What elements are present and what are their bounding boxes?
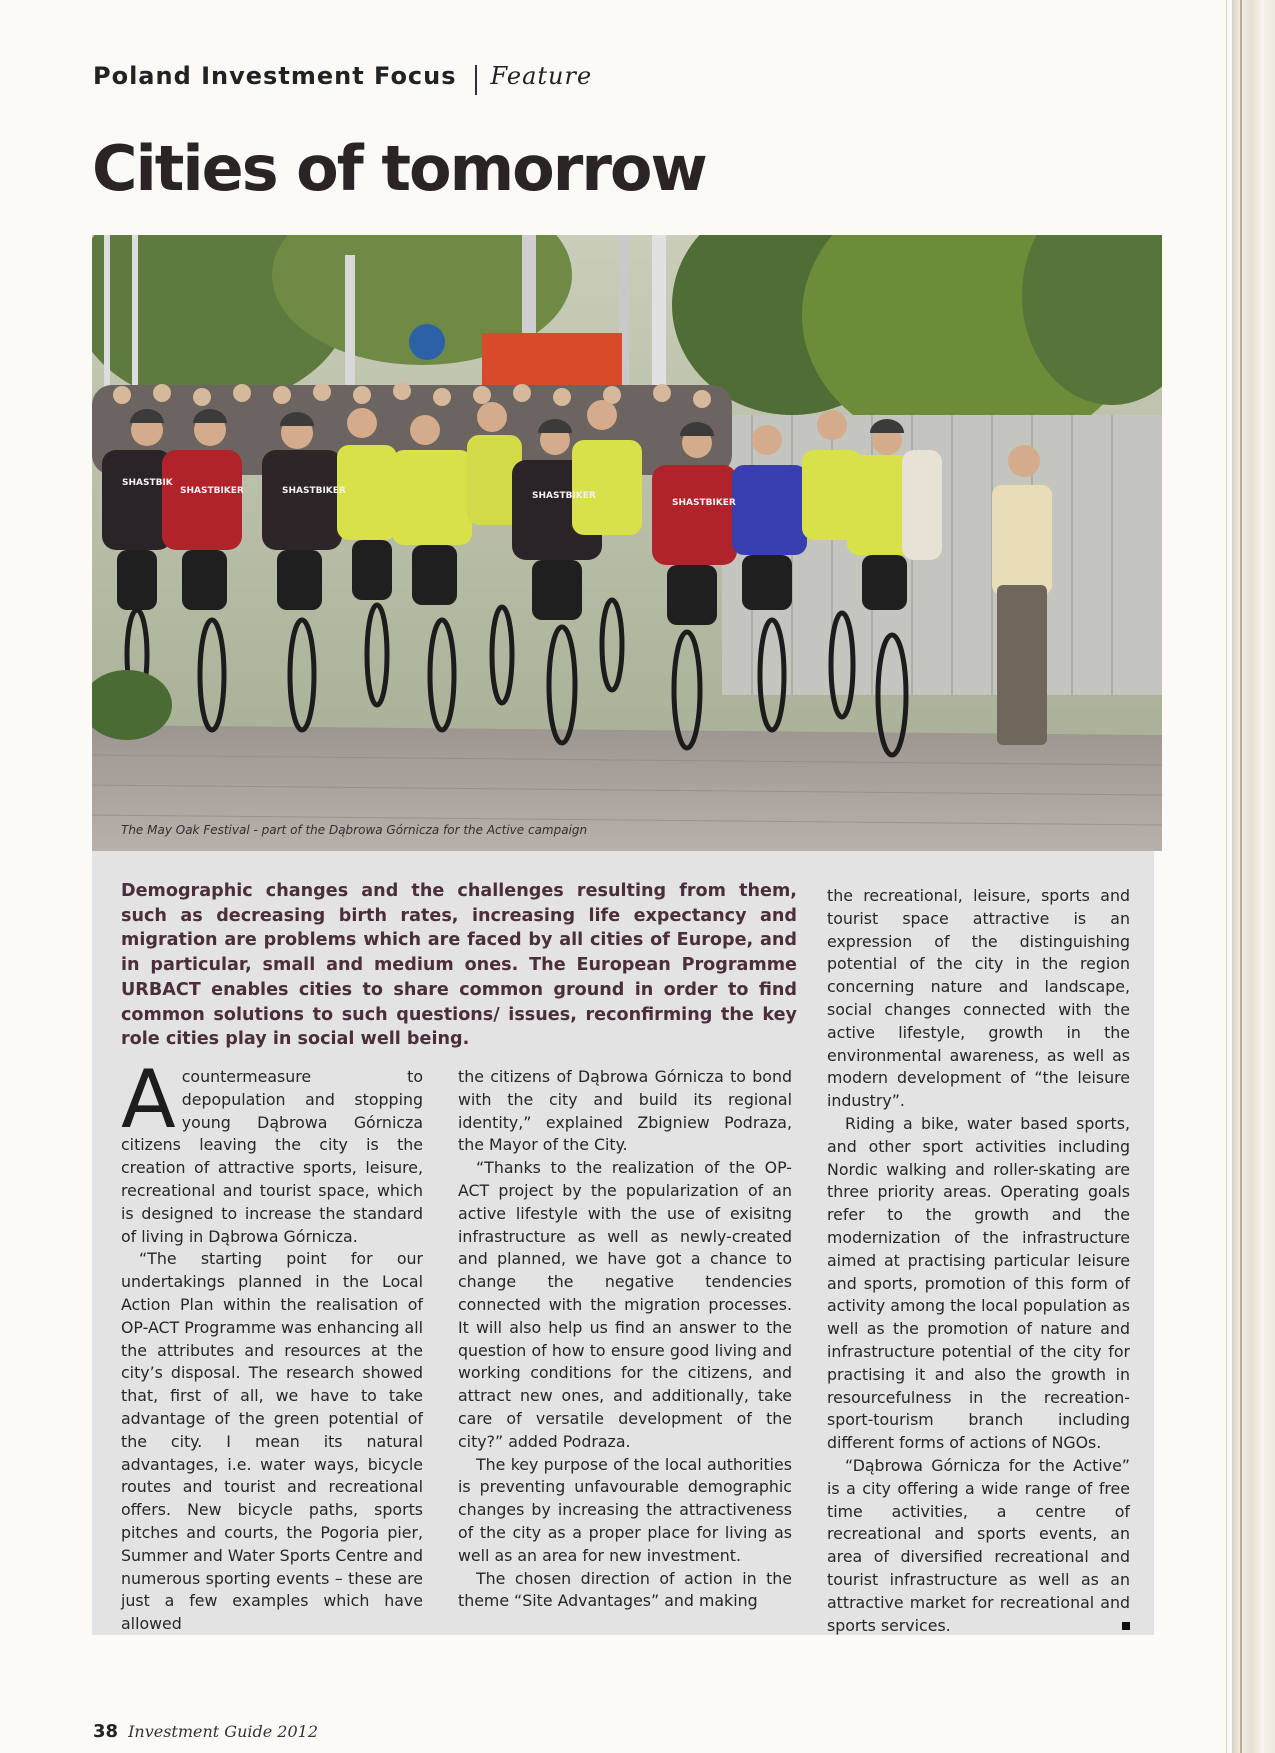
article-paragraph: The chosen direction of action in the theme “Site Advantages” and making xyxy=(458,1568,792,1611)
section-header xyxy=(93,62,592,98)
article-paragraph xyxy=(827,1455,1130,1637)
article-column-2 xyxy=(458,1066,792,1613)
binding-line xyxy=(1240,0,1242,1753)
article-paragraph: the citizens of Dąbrowa Górnicza to bond with the city and build its regional identity,” explained Zbigniew Podraza, the Mayor of the City. xyxy=(458,1067,792,1155)
article-column-3 xyxy=(827,885,1130,1637)
cyclists-photo xyxy=(92,235,1162,851)
article-paragraph: the recreational, leisure, sports and tourist space attractive is an expression of the distinguishing potential of the city in the region concerning nature and landscape, social changes connected with the active lifestyle, growth in the environmental awareness, as well as modern development of “the leisure industry”. xyxy=(827,886,1130,1111)
section-divider xyxy=(475,65,477,95)
svg-text:SHASTBIK: SHASTBIK xyxy=(122,478,173,488)
svg-text:SHASTBIKER: SHASTBIKER xyxy=(532,491,596,501)
svg-text:SHASTBIKER: SHASTBIKER xyxy=(180,486,244,496)
photo-caption: The May Oak Festival - part of the Dąbrowa Górnicza for the Active campaign xyxy=(121,823,588,837)
headline: Cities of tomorrow xyxy=(92,132,706,205)
article-paragraph: “The starting point for our undertakings planned in the Local Action Plan within the realisation of OP-ACT Programme was enhancing all the attributes and resources at the city’s disposal. The research showed that, first of all, we have to take advantage of the green potential of the city. I mean its natural advantages, i.e. water ways, bicycle routes and tourist and recreational offers. New bicycle paths, sports pitches and courts, the Pogoria pier, Summer and Water Sports Centre and numerous sporting events – these are just a few examples which have allowed xyxy=(121,1249,423,1634)
end-of-article-mark xyxy=(1122,1622,1130,1630)
page-footer xyxy=(93,1721,318,1742)
standfirst: Demographic changes and the challenges resulting from them, such as decreasing birth rates, increasing life expectancy and migration are problems which are faced by all cities of Europe, and in particular, small and medium ones. The European Programme URBACT enables cities to share common ground in order to find common solutions to such questions/ issues, reconfirming the key role cities play in social well being. xyxy=(121,881,797,1050)
svg-text:SHASTBIKER: SHASTBIKER xyxy=(282,486,346,496)
section-name: Poland Investment Focus xyxy=(93,62,457,90)
cyclists-illustration xyxy=(92,235,1162,851)
article-paragraph: “Thanks to the realization of the OP-ACT project by the popularization of an active lifestyle with the use of exisitng infrastructure as well as newly-created and planned, we have got a chance to change the negative tendencies connected with the migration processes. It will also help us find an answer to the question of how to ensure good living and working conditions for the citizens, and attract new ones, and additionally, take care of versatile development of the city?” added Podraza. xyxy=(458,1158,792,1451)
page-number: 38 xyxy=(93,1721,119,1742)
svg-text:SHASTBIKER: SHASTBIKER xyxy=(672,498,736,508)
gutter-shadow xyxy=(1226,0,1227,1753)
publication-name: Investment Guide 2012 xyxy=(128,1722,319,1741)
article-paragraph: Riding a bike, water based sports, and other sport activities including Nordic walking and roller-skating are three priority areas. Operating goals refer to the growth and the modernization of the infrastructure aimed at practising particular leisure and sports, promotion of this form of activity among the local population as well as the promotion of nature and infrastructure potential of the city for practising it and also the growth in resourcefulness in the recreation-sport-tourism branch including different forms of actions of NGOs. xyxy=(827,1113,1130,1453)
paragraph-text: “Dąbrowa Górnicza for the Active” is a city offering a wide range of free time activities, a centre of recreational and sports events, an area of diversified recreational and tourist infrastructure as well as an attractive market for recreational and sports services. xyxy=(827,1455,1130,1635)
binding-edge xyxy=(1232,0,1275,1753)
article-paragraph xyxy=(121,1053,423,1248)
article-paragraph: The key purpose of the local authorities is preventing unfavourable demographic changes by increasing the attractiveness of the city as a proper place for living as well as an area for new investment. xyxy=(458,1454,792,1565)
section-type: Feature xyxy=(490,62,593,90)
article-column-1 xyxy=(121,1053,423,1636)
paragraph-text: countermeasure to depopulation and stopping young Dąbrowa Górnicza citizens leaving the city is the creation of attractive sports, leisure, recreational and tourist space, which is designed to increase the standard of living in Dąbrowa Górnicza. xyxy=(121,1067,423,1246)
drop-cap: A xyxy=(121,1053,176,1146)
